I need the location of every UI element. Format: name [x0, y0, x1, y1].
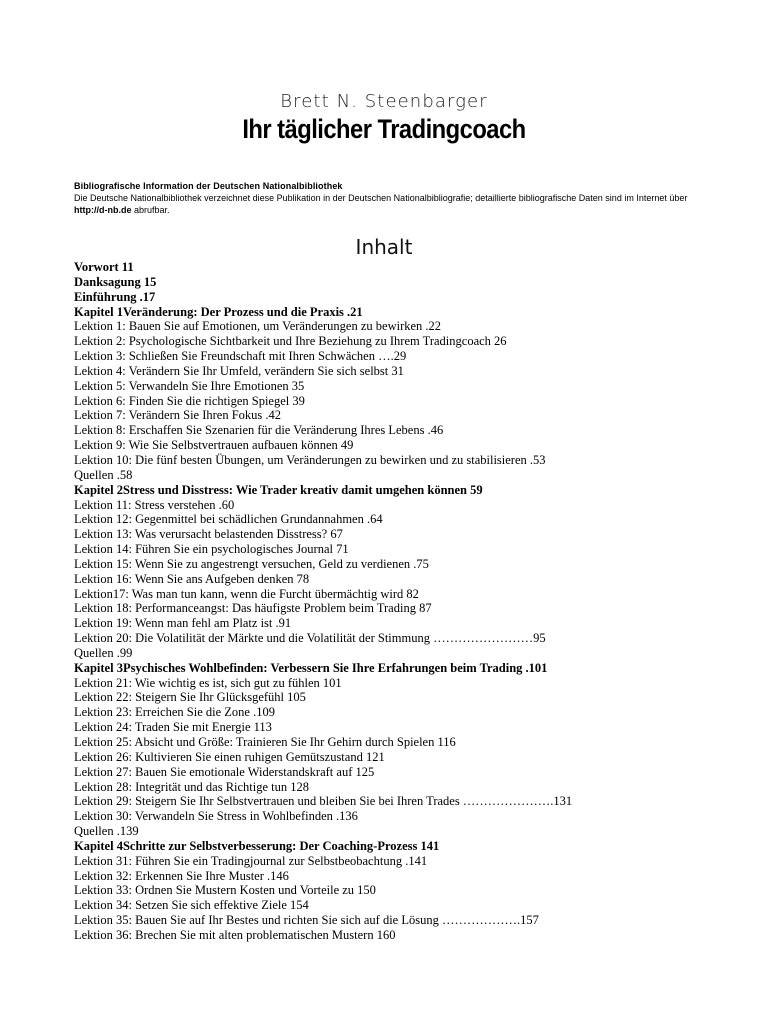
bibliographic-body: Die Deutsche Nationalbibliothek verzeichnet diese Publikation in der Deutschen Nationalbibliografie; detaillierte bibliografische Daten sind im Internet über: [74, 193, 688, 203]
toc-entry: Lektion 20: Die Volatilität der Märkte und die Volatilität der Stimmung ……………………95: [74, 631, 546, 646]
toc-entry: Lektion 3: Schließen Sie Freundschaft mit Ihren Schwächen ….29: [74, 349, 407, 364]
toc-entry: Lektion 7: Verändern Sie Ihren Fokus .42: [74, 408, 282, 423]
toc-entry: Lektion 22: Steigern Sie Ihr Glücksgefühl 105: [74, 690, 306, 705]
toc-entry: Lektion 11: Stress verstehen .60: [74, 497, 235, 512]
toc-entry: Lektion 34: Setzen Sie sich effektive Ziele 154: [74, 898, 309, 913]
toc-entry: Lektion 8: Erschaffen Sie Szenarien für die Veränderung Ihres Lebens .46: [74, 423, 444, 438]
toc-entry: Lektion 23: Erreichen Sie die Zone .109: [74, 705, 275, 720]
toc-entry: Lektion 27: Bauen Sie emotionale Widerstandskraft auf 125: [74, 764, 375, 779]
toc-section-entry: Kapitel 3Psychisches Wohlbefinden: Verbessern Sie Ihre Erfahrungen beim Trading .101: [74, 660, 548, 675]
toc-entry: Lektion 15: Wenn Sie zu angestrengt versuchen, Geld zu verdienen .75: [74, 556, 429, 571]
toc-entry: Lektion 36: Brechen Sie mit alten problematischen Mustern 160: [74, 927, 396, 942]
toc-entry: Lektion 26: Kultivieren Sie einen ruhigen Gemütszustand 121: [74, 749, 385, 764]
toc-entry: Lektion 35: Bauen Sie auf Ihr Bestes und richten Sie sich auf die Lösung ……………….157: [74, 913, 539, 928]
toc-entry: Lektion17: Was man tun kann, wenn die Furcht übermächtig wird 82: [74, 586, 419, 601]
toc-section-entry: Kapitel 4Schritte zur Selbstverbesserung: Der Coaching-Prozess 141: [74, 838, 440, 853]
table-of-contents: [74, 260, 724, 943]
toc-entry: Lektion 32: Erkennen Sie Ihre Muster .146: [74, 868, 289, 883]
toc-entry: Lektion 13: Was verursacht belastenden Disstress? 67: [74, 527, 343, 542]
toc-entry: Quellen .58: [74, 467, 133, 482]
bibliographic-text: [74, 192, 704, 216]
toc-entry: Lektion 9: Wie Sie Selbstvertrauen aufbauen können 49: [74, 438, 354, 453]
toc-heading: Inhalt: [355, 235, 413, 259]
toc-entry: Lektion 12: Gegenmittel bei schädlichen Grundannahmen .64: [74, 512, 383, 527]
toc-entry: Lektion 19: Wenn man fehl am Platz ist .91: [74, 616, 292, 631]
toc-entry: Lektion 4: Verändern Sie Ihr Umfeld, verändern Sie sich selbst 31: [74, 363, 404, 378]
toc-entry: Lektion 25: Absicht und Größe: Trainieren Sie Ihr Gehirn durch Spielen 116: [74, 735, 456, 749]
toc-section-entry: Kapitel 1Veränderung: Der Prozess und die Praxis .21: [74, 304, 363, 319]
toc-entry: Lektion 31: Führen Sie ein Tradingjournal zur Selbstbeobachtung .141: [74, 853, 428, 868]
bibliographic-info: [74, 180, 704, 216]
toc-section-entry: Vorwort 11: [74, 260, 134, 274]
toc-section-entry: Kapitel 2Stress und Disstress: Wie Trader kreativ damit umgehen können 59: [74, 482, 483, 497]
toc-entry: Lektion 30: Verwandeln Sie Stress in Wohlbefinden .136: [74, 809, 358, 824]
toc-entry: Lektion 24: Traden Sie mit Energie 113: [74, 720, 272, 735]
toc-entry: Lektion 21: Wie wichtig es ist, sich gut zu fühlen 101: [74, 675, 342, 690]
toc-entry: Lektion 29: Steigern Sie Ihr Selbstvertrauen und bleiben Sie bei Ihren Trades ………………….131: [74, 794, 573, 809]
toc-entry: Lektion 33: Ordnen Sie Mustern Kosten und Vorteile zu 150: [74, 883, 376, 898]
dnb-link[interactable]: http://d-nb.de: [74, 205, 132, 215]
toc-entry: Quellen .99: [74, 645, 133, 660]
toc-entry: Lektion 1: Bauen Sie auf Emotionen, um Veränderungen zu bewirken .22: [74, 319, 442, 334]
toc-entry: Lektion 18: Performanceangst: Das häufigste Problem beim Trading 87: [74, 601, 432, 616]
toc-entry: Lektion 16: Wenn Sie ans Aufgeben denken 78: [74, 571, 310, 586]
book-title: Ihr täglicher Tradingcoach: [242, 114, 526, 144]
toc-entry: Lektion 5: Verwandeln Sie Ihre Emotionen 35: [74, 378, 305, 393]
toc-entry: Lektion 28: Integrität und das Richtige tun 128: [74, 779, 310, 794]
bibliographic-suffix: abrufbar.: [131, 205, 170, 215]
toc-entry: Lektion 6: Finden Sie die richtigen Spiegel 39: [74, 393, 305, 408]
toc-entry: Lektion 14: Führen Sie ein psychologisches Journal 71: [74, 542, 349, 557]
toc-section-entry: Einführung .17: [74, 289, 156, 304]
toc-entry: Lektion 2: Psychologische Sichtbarkeit und Ihre Beziehung zu Ihrem Tradingcoach 26: [74, 334, 507, 349]
toc-entry: Quellen .139: [74, 824, 139, 839]
book-author: Brett N. Steenbarger: [280, 91, 488, 112]
toc-section-entry: Danksagung 15: [74, 274, 157, 289]
toc-entry: Lektion 10: Die fünf besten Übungen, um Veränderungen zu bewirken und zu stabilisieren .53: [74, 452, 546, 467]
bibliographic-heading: Bibliografische Information der Deutschen Nationalbibliothek: [74, 181, 343, 191]
